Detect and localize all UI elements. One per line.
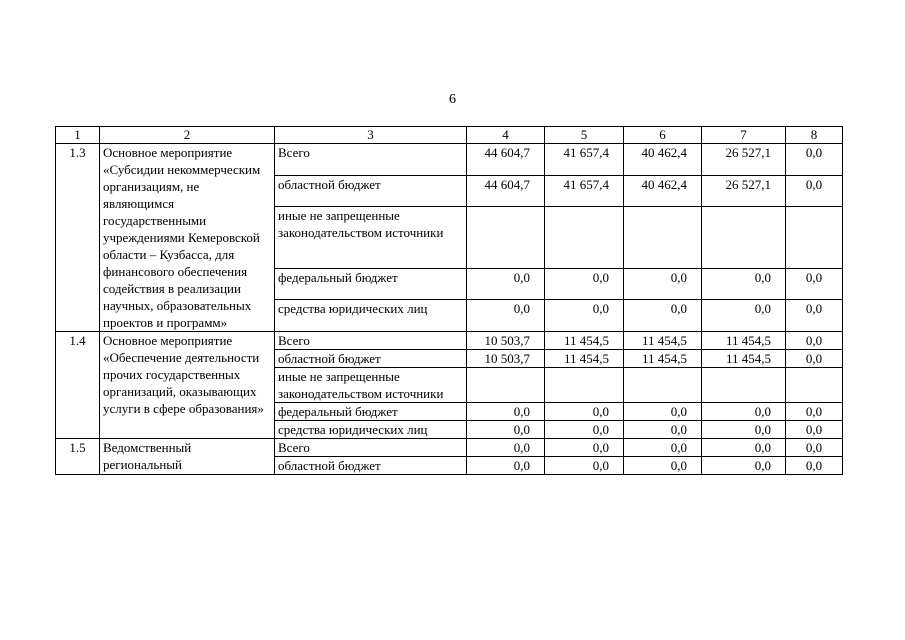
amount-cell-col-7: 0,0 <box>702 439 786 457</box>
amount-cell-col-8: 0,0 <box>786 300 843 332</box>
funding-source-cell: Всего <box>275 144 467 176</box>
amount-cell-col-6: 40 462,4 <box>624 175 702 207</box>
amount-cell-col-7: 11 454,5 <box>702 332 786 350</box>
amount-cell-col-8: 0,0 <box>786 439 843 457</box>
header-cell-7: 7 <box>702 127 786 144</box>
funding-source-cell: федеральный бюджет <box>275 268 467 300</box>
amount-cell-col-7: 0,0 <box>702 421 786 439</box>
funding-source-cell: Всего <box>275 439 467 457</box>
amount-cell-col-6: 0,0 <box>624 403 702 421</box>
table-header-row <box>56 127 843 144</box>
amount-cell-col-5: 41 657,4 <box>545 175 624 207</box>
amount-cell-col-6: 11 454,5 <box>624 350 702 368</box>
amount-cell-col-4 <box>467 368 545 403</box>
funding-source-cell: областной бюджет <box>275 350 467 368</box>
event-code-cell: 1.5 <box>56 439 100 475</box>
funding-source-cell: областной бюджет <box>275 175 467 207</box>
amount-cell-col-6: 0,0 <box>624 300 702 332</box>
amount-cell-col-7: 0,0 <box>702 403 786 421</box>
amount-cell-col-6 <box>624 207 702 268</box>
amount-cell-col-5: 0,0 <box>545 421 624 439</box>
event-code-cell: 1.3 <box>56 144 100 332</box>
table-row <box>56 439 843 457</box>
table-row <box>56 144 843 176</box>
amount-cell-col-8: 0,0 <box>786 332 843 350</box>
header-cell-3: 3 <box>275 127 467 144</box>
amount-cell-col-5: 0,0 <box>545 457 624 475</box>
amount-cell-col-8 <box>786 207 843 268</box>
amount-cell-col-8: 0,0 <box>786 457 843 475</box>
funding-source-cell: областной бюджет <box>275 457 467 475</box>
funding-source-cell: федеральный бюджет <box>275 403 467 421</box>
amount-cell-col-4: 0,0 <box>467 439 545 457</box>
amount-cell-col-7: 0,0 <box>702 457 786 475</box>
event-name-cell: Основное мероприятие «Обеспечение деятельности прочих государственных организаций, оказывающих услуги в сфере образования» <box>100 332 275 439</box>
amount-cell-col-8: 0,0 <box>786 350 843 368</box>
amount-cell-col-7 <box>702 368 786 403</box>
header-cell-2: 2 <box>100 127 275 144</box>
amount-cell-col-7: 11 454,5 <box>702 350 786 368</box>
funding-source-cell: иные не запрещенные законодательством источники <box>275 207 467 268</box>
amount-cell-col-5: 0,0 <box>545 403 624 421</box>
amount-cell-col-5: 0,0 <box>545 268 624 300</box>
amount-cell-col-4: 10 503,7 <box>467 332 545 350</box>
amount-cell-col-5 <box>545 207 624 268</box>
amount-cell-col-8: 0,0 <box>786 175 843 207</box>
amount-cell-col-8: 0,0 <box>786 144 843 176</box>
funding-source-cell: средства юридических лиц <box>275 300 467 332</box>
amount-cell-col-5: 0,0 <box>545 300 624 332</box>
funding-source-cell: Всего <box>275 332 467 350</box>
header-cell-4: 4 <box>467 127 545 144</box>
page-number: 6 <box>449 92 456 107</box>
event-name-cell: Основное мероприятие «Субсидии некоммерческим организациям, не являющимся государственными учреждениями Кемеровской области – Кузбасса, для финансового обеспечения содействия в реализации научных, образовательных проектов и программ» <box>100 144 275 332</box>
amount-cell-col-4: 0,0 <box>467 300 545 332</box>
amount-cell-col-4: 10 503,7 <box>467 350 545 368</box>
amount-cell-col-5 <box>545 368 624 403</box>
table-body <box>56 127 843 475</box>
amount-cell-col-6: 0,0 <box>624 268 702 300</box>
amount-cell-col-5: 11 454,5 <box>545 332 624 350</box>
header-cell-6: 6 <box>624 127 702 144</box>
event-name-cell: Ведомственный региональный <box>100 439 275 475</box>
amount-cell-col-6: 0,0 <box>624 439 702 457</box>
header-cell-8: 8 <box>786 127 843 144</box>
amount-cell-col-6: 40 462,4 <box>624 144 702 176</box>
amount-cell-col-7: 26 527,1 <box>702 144 786 176</box>
amount-cell-col-7 <box>702 207 786 268</box>
amount-cell-col-4: 0,0 <box>467 268 545 300</box>
funding-source-cell: иные не запрещенные законодательством источники <box>275 368 467 403</box>
amount-cell-col-5: 0,0 <box>545 439 624 457</box>
header-cell-5: 5 <box>545 127 624 144</box>
amount-cell-col-6: 0,0 <box>624 421 702 439</box>
amount-cell-col-5: 41 657,4 <box>545 144 624 176</box>
amount-cell-col-4: 0,0 <box>467 421 545 439</box>
budget-table <box>55 126 843 475</box>
amount-cell-col-8: 0,0 <box>786 268 843 300</box>
amount-cell-col-4: 44 604,7 <box>467 175 545 207</box>
amount-cell-col-4 <box>467 207 545 268</box>
amount-cell-col-7: 0,0 <box>702 300 786 332</box>
amount-cell-col-8 <box>786 368 843 403</box>
amount-cell-col-8: 0,0 <box>786 403 843 421</box>
header-cell-1: 1 <box>56 127 100 144</box>
amount-cell-col-6: 11 454,5 <box>624 332 702 350</box>
amount-cell-col-7: 0,0 <box>702 268 786 300</box>
amount-cell-col-4: 44 604,7 <box>467 144 545 176</box>
amount-cell-col-6 <box>624 368 702 403</box>
amount-cell-col-6: 0,0 <box>624 457 702 475</box>
table-row <box>56 332 843 350</box>
amount-cell-col-4: 0,0 <box>467 403 545 421</box>
amount-cell-col-8: 0,0 <box>786 421 843 439</box>
event-code-cell: 1.4 <box>56 332 100 439</box>
funding-source-cell: средства юридических лиц <box>275 421 467 439</box>
amount-cell-col-7: 26 527,1 <box>702 175 786 207</box>
amount-cell-col-5: 11 454,5 <box>545 350 624 368</box>
amount-cell-col-4: 0,0 <box>467 457 545 475</box>
